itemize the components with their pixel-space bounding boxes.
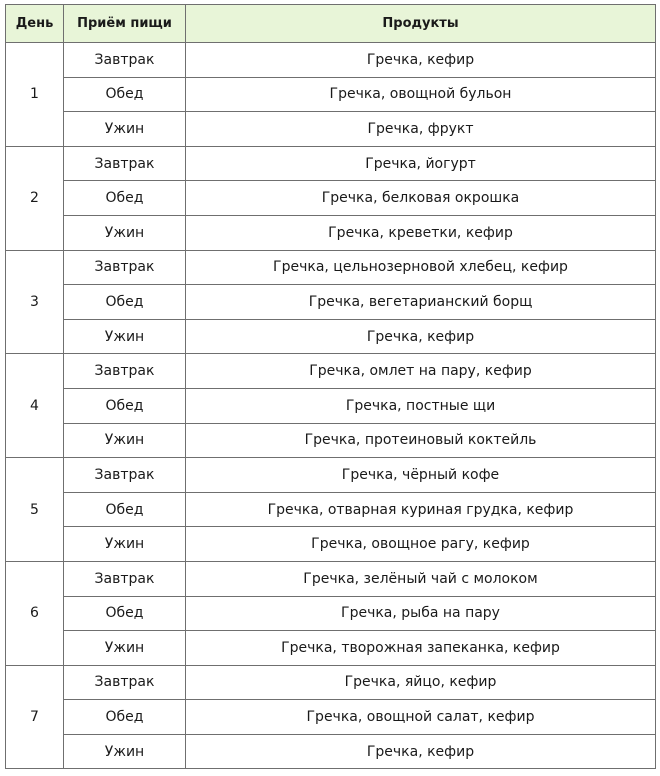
table-row	[6, 527, 656, 562]
products-cell: Гречка, белковая окрошка	[186, 181, 656, 216]
meal-cell: Завтрак	[64, 146, 186, 181]
meal-cell: Обед	[64, 388, 186, 423]
meal-cell: Ужин	[64, 319, 186, 354]
meal-cell: Ужин	[64, 423, 186, 458]
products-cell: Гречка, овощное рагу, кефир	[186, 527, 656, 562]
products-cell: Гречка, фрукт	[186, 112, 656, 147]
table-row	[6, 423, 656, 458]
meal-cell: Обед	[64, 285, 186, 320]
products-cell: Гречка, омлет на пару, кефир	[186, 354, 656, 389]
products-cell: Гречка, креветки, кефир	[186, 215, 656, 250]
products-cell: Гречка, йогурт	[186, 146, 656, 181]
table-header	[6, 5, 656, 43]
products-cell: Гречка, чёрный кофе	[186, 458, 656, 493]
table-row	[6, 215, 656, 250]
meal-cell: Ужин	[64, 112, 186, 147]
products-cell: Гречка, вегетарианский борщ	[186, 285, 656, 320]
products-cell: Гречка, протеиновый коктейль	[186, 423, 656, 458]
products-cell: Гречка, кефир	[186, 43, 656, 78]
meal-cell: Обед	[64, 596, 186, 631]
header-day: День	[6, 5, 64, 43]
table-row	[6, 596, 656, 631]
products-cell: Гречка, кефир	[186, 319, 656, 354]
products-cell: Гречка, постные щи	[186, 388, 656, 423]
table-row	[6, 700, 656, 735]
table-body	[6, 43, 656, 769]
products-cell: Гречка, творожная запеканка, кефир	[186, 631, 656, 666]
table-row	[6, 492, 656, 527]
meal-cell: Завтрак	[64, 561, 186, 596]
meal-cell: Завтрак	[64, 250, 186, 285]
day-number-cell: 5	[6, 458, 64, 562]
table-row	[6, 146, 656, 181]
table-row	[6, 665, 656, 700]
products-cell: Гречка, овощной салат, кефир	[186, 700, 656, 735]
meal-cell: Завтрак	[64, 665, 186, 700]
meal-cell: Ужин	[64, 631, 186, 666]
header-meal: Приём пищи	[64, 5, 186, 43]
day-number-cell: 3	[6, 250, 64, 354]
products-cell: Гречка, овощной бульон	[186, 77, 656, 112]
table-row	[6, 181, 656, 216]
products-cell: Гречка, зелёный чай с молоком	[186, 561, 656, 596]
meal-cell: Завтрак	[64, 354, 186, 389]
header-products: Продукты	[186, 5, 656, 43]
header-row	[6, 5, 656, 43]
table-row	[6, 77, 656, 112]
products-cell: Гречка, кефир	[186, 734, 656, 769]
day-number-cell: 7	[6, 665, 64, 769]
products-cell: Гречка, рыба на пару	[186, 596, 656, 631]
meal-cell: Ужин	[64, 215, 186, 250]
products-cell: Гречка, отварная куриная грудка, кефир	[186, 492, 656, 527]
products-cell: Гречка, цельнозерновой хлебец, кефир	[186, 250, 656, 285]
diet-menu-table	[5, 4, 656, 769]
meal-cell: Ужин	[64, 734, 186, 769]
meal-cell: Обед	[64, 700, 186, 735]
meal-cell: Обед	[64, 492, 186, 527]
day-number-cell: 2	[6, 146, 64, 250]
day-number-cell: 6	[6, 561, 64, 665]
meal-cell: Ужин	[64, 527, 186, 562]
table-row	[6, 734, 656, 769]
meal-cell: Завтрак	[64, 458, 186, 493]
table-row	[6, 43, 656, 78]
table-row	[6, 250, 656, 285]
products-cell: Гречка, яйцо, кефир	[186, 665, 656, 700]
table-row	[6, 561, 656, 596]
meal-cell: Обед	[64, 77, 186, 112]
meal-cell: Завтрак	[64, 43, 186, 78]
table-row	[6, 631, 656, 666]
table-row	[6, 354, 656, 389]
table-row	[6, 388, 656, 423]
day-number-cell: 1	[6, 43, 64, 147]
table-row	[6, 285, 656, 320]
table-row	[6, 319, 656, 354]
meal-cell: Обед	[64, 181, 186, 216]
day-number-cell: 4	[6, 354, 64, 458]
table-row	[6, 112, 656, 147]
table-row	[6, 458, 656, 493]
